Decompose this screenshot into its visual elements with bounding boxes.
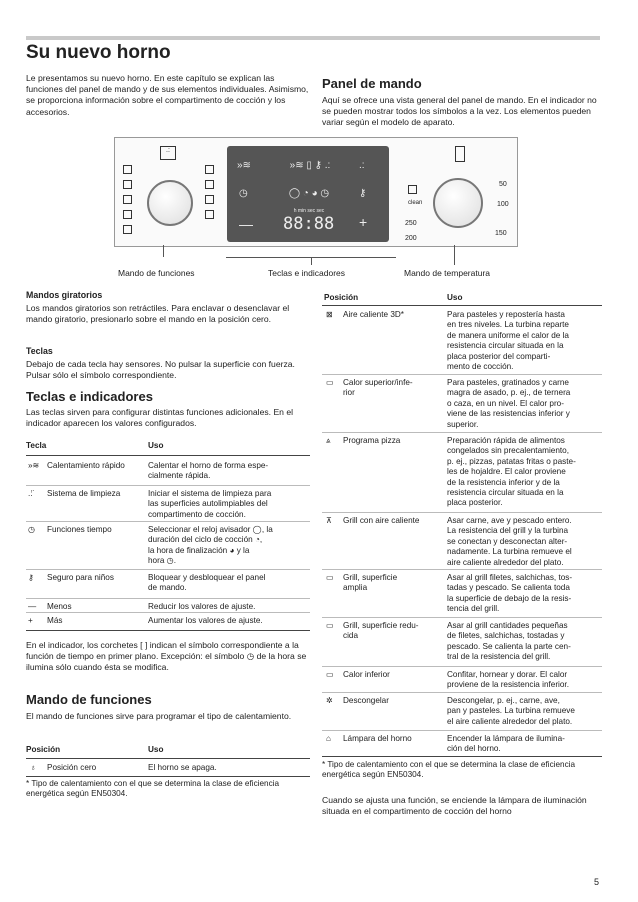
position-use: Asar carne, ave y pescado entero. La resistencia del grill y la turbina se conectan y desconectan alter- nadamente. La turbina remueve el aire caliente alrededor del plato.: [447, 516, 572, 567]
key-name: Más: [47, 616, 63, 625]
display-area: [227, 146, 389, 242]
key-use: Bloquear y desbloquear el panel de mando.: [148, 573, 266, 593]
key-icon-4: —: [28, 602, 37, 611]
function-selector-knob[interactable]: [147, 180, 193, 226]
position-name: Descongelar: [343, 696, 389, 705]
key-name: Sistema de limpieza: [47, 489, 121, 498]
oven-icon: [408, 185, 417, 194]
teclas-paragraph: Debajo de cada tecla hay sensores. No pulsar la superficie con fuerza. Pulsar sólo el símbolo correspondiente.: [26, 359, 295, 381]
right-col-posicion: Posición: [324, 293, 359, 302]
right-col-uso: Uso: [447, 293, 463, 302]
position-icon: ▭: [326, 621, 334, 630]
key-name: Funciones tiempo: [47, 525, 112, 534]
grill-large-icon: [205, 165, 214, 174]
label-function-knob: Mando de funciones: [118, 268, 195, 278]
keys-col-uso: Uso: [148, 441, 164, 450]
callout-line-right: [454, 245, 455, 265]
mando-funciones-heading: Mando de funciones: [26, 692, 152, 707]
label-temp-knob: Mando de temperatura: [404, 268, 490, 278]
position-use: Asar al grill cantidades pequeñas de filetes, salchichas, tostadas y pescado. Se calienta la parte cen- tral de la resistencia del grill.: [447, 621, 571, 662]
top-bottom-heat-icon: [123, 195, 132, 204]
position-name: Grill, superficie amplia: [343, 573, 398, 593]
position-icon: ✲: [326, 696, 333, 705]
right-footnote: * Tipo de calentamiento con el que se determina la clase de eficiencia energética según EN50304.: [322, 760, 576, 780]
right-table-bottom-rule: [322, 756, 602, 757]
position-use: Descongelar, p. ej., carne, ave, pan y pasteles. La turbina remueve el aire caliente alrededor del plato.: [447, 696, 575, 726]
func-row-name: Posición cero: [47, 763, 97, 772]
position-name: Lámpara del horno: [343, 734, 412, 743]
position-name: Aire caliente 3D*: [343, 310, 404, 319]
key-name: Seguro para niños: [47, 573, 114, 582]
key-use: Calentar el horno de forma espe- cialmente rápida.: [148, 461, 269, 481]
key-name: Menos: [47, 602, 72, 611]
key-use: Aumentar los valores de ajuste.: [148, 616, 263, 625]
key-use: Reducir los valores de ajuste.: [148, 602, 256, 611]
plus-key[interactable]: +: [359, 214, 368, 230]
keys-row-divider: [26, 569, 310, 570]
position-name: Programa pizza: [343, 436, 401, 445]
func-table-bottom-rule: [26, 776, 310, 777]
callout-line-mid: [311, 257, 312, 265]
key-icon-1: .:̈: [28, 489, 33, 498]
right-row-divider: [322, 374, 602, 375]
func-table-rule: [26, 758, 310, 759]
defrost-icon: [123, 225, 132, 234]
position-icon: ⊠: [326, 310, 333, 319]
key-icon-0: »≋: [28, 461, 40, 470]
func-footnote: * Tipo de calentamiento con el que se determina la clase de eficiencia energética según EN50304.: [26, 779, 280, 799]
right-table-rule: [322, 305, 602, 306]
func-col-uso: Uso: [148, 745, 164, 754]
label-keys-display: Teclas e indicadores: [268, 268, 346, 278]
right-row-divider: [322, 692, 602, 693]
grill-fan-icon: [205, 195, 214, 204]
position-icon: ▭: [326, 573, 334, 582]
closing-paragraph: Cuando se ajusta una función, se enciende la lámpara de iluminación situada en el compartimento de cocción del horno: [322, 795, 587, 817]
position-use: Encender la lámpara de ilumina- ción del horno.: [447, 734, 565, 754]
right-row-divider: [322, 432, 602, 433]
right-row-divider: [322, 617, 602, 618]
pizza-icon: [123, 180, 132, 189]
keys-row-divider: [26, 598, 310, 599]
teclas-indicadores-paragraph: Las teclas sirven para configurar distintas funciones adicionales. En el indicador aparecen los valores configurados.: [26, 407, 294, 429]
position-icon: ▭: [326, 670, 334, 679]
rapid-heat-key[interactable]: »≋: [237, 160, 251, 171]
key-icon-3: ⚷: [28, 573, 34, 582]
mando-funciones-paragraph: El mando de funciones sirve para programar el tipo de calentamiento.: [26, 711, 292, 721]
position-use: Confitar, hornear y dorar. El calor proviene de la resistencia inferior.: [447, 670, 569, 690]
callout-line-left: [163, 245, 164, 257]
cleaning-icon: .:: [160, 146, 176, 160]
time-functions-key[interactable]: ◷: [239, 188, 248, 199]
position-name: Calor inferior: [343, 670, 390, 679]
position-icon: ⩓: [326, 436, 331, 445]
position-name: Calor superior/infe- rior: [343, 378, 413, 398]
zero-position-icon: ♁: [30, 763, 37, 772]
position-name: Grill con aire caliente: [343, 516, 420, 525]
keys-row-divider: [26, 521, 310, 522]
control-panel-diagram: [114, 137, 518, 247]
keys-row-divider: [26, 485, 310, 486]
temp-150: 150: [495, 230, 507, 237]
temp-250: 250: [405, 220, 417, 227]
top-rule: [26, 36, 600, 40]
minus-key[interactable]: —: [239, 216, 253, 232]
temp-50: 50: [499, 181, 507, 188]
panel-paragraph: Aquí se ofrece una vista general del panel de mando. En el indicador no se pueden mostrar todos los símbolos a la vez. Los elementos pueden variar según el modelo de aparato.: [322, 95, 597, 128]
right-row-divider: [322, 512, 602, 513]
intro-paragraph: Le presentamos su nuevo horno. En este capítulo se explican las funciones del panel de mando y de sus elementos individuales. Asimismo, se proporciona información sobre el compartimento de cocción y los accesorios.: [26, 73, 309, 117]
display-status-icons: »≋ ▯ ⚷ .:: [289, 160, 331, 171]
key-name: Calentamiento rápido: [47, 461, 125, 470]
position-use: Preparación rápida de alimentos congelados sin precalentamiento, p. ej., pizzas, patatas fritas o paste- les de hojaldre. El calor proviene de la resistencia inferior y de la resistencia circular situada en la placa posterior.: [447, 436, 576, 508]
timer-icons: ◯ ◔ ◕ ◷: [288, 188, 330, 199]
mandos-paragraph: Los mandos giratorios son retráctiles. Para enclavar o desenclavar el mando giratorio, presionarlo sobre el mando en la posición cero.: [26, 303, 290, 325]
func-col-posicion: Posición: [26, 745, 61, 754]
key-use: Seleccionar el reloj avisador ◯, la duración del ciclo de cocción ◔, la hora de finalización ◕ y la hora ◷.: [148, 525, 273, 566]
position-icon: ⊼: [326, 516, 332, 525]
keys-row-divider: [26, 612, 310, 613]
clean-label: clean: [408, 200, 423, 206]
position-icon: ⌂: [326, 734, 331, 743]
panel-heading: Panel de mando: [322, 76, 422, 91]
bracket-note: En el indicador, los corchetes [ ] indican el símbolo correspondiente a la función de tiempo en primer plano. Excepción: el símbolo ◷ de la hora se ilumina sólo cuando ésta se modifica.: [26, 640, 307, 673]
position-icon: ▭: [326, 378, 334, 387]
child-lock-key[interactable]: ⚷: [359, 188, 367, 199]
lamp-icon: [205, 210, 214, 219]
teclas-heading: Teclas: [26, 346, 53, 356]
keys-col-tecla: Tecla: [26, 441, 47, 450]
display-digits: 88:88: [283, 214, 335, 234]
temp-100: 100: [497, 201, 509, 208]
key-icon-5: +: [28, 616, 33, 625]
position-use: Para pasteles, gratinados y carne magra de asado, p. ej., de ternera o caza, en un nivel. El calor pro- viene de las resistencias inferior y superior.: [447, 378, 571, 429]
display-units: h min sec sec: [293, 208, 325, 214]
temp-200: 200: [405, 235, 417, 242]
keys-table-rule: [26, 455, 310, 456]
key-use: Iniciar el sistema de limpieza para las superficies autolimpiables del compartimento de cocción.: [148, 489, 272, 519]
position-use: Asar al grill filetes, salchichas, tos- tadas y pescado. Se calienta toda la superficie de debajo de la resis- tencia del grill.: [447, 573, 573, 614]
right-row-divider: [322, 730, 602, 731]
func-row-use: El horno se apaga.: [148, 763, 217, 772]
page-number: 5: [594, 877, 600, 887]
right-row-divider: [322, 666, 602, 667]
key-icon-2: ◷: [28, 525, 36, 534]
position-use: Para pasteles y repostería hasta en tres niveles. La turbina reparte de manera uniforme el calor de la resistencia circular situada en la placa posterior del comparti- mento de cocción.: [447, 310, 569, 372]
bottom-heat-icon: [123, 210, 132, 219]
teclas-indicadores-heading: Teclas e indicadores: [26, 389, 153, 404]
mandos-heading: Mandos giratorios: [26, 290, 103, 300]
thermometer-icon: [455, 146, 465, 162]
right-row-divider: [322, 569, 602, 570]
page-title: Su nuevo horno: [26, 42, 171, 63]
cleaning-key[interactable]: .:: [359, 160, 365, 171]
hot-air-3d-icon: [123, 165, 132, 174]
position-name: Grill, superficie redu- cida: [343, 621, 419, 641]
keys-table-bottom-rule: [26, 630, 310, 631]
grill-small-icon: [205, 180, 214, 189]
temperature-knob[interactable]: [433, 178, 483, 228]
